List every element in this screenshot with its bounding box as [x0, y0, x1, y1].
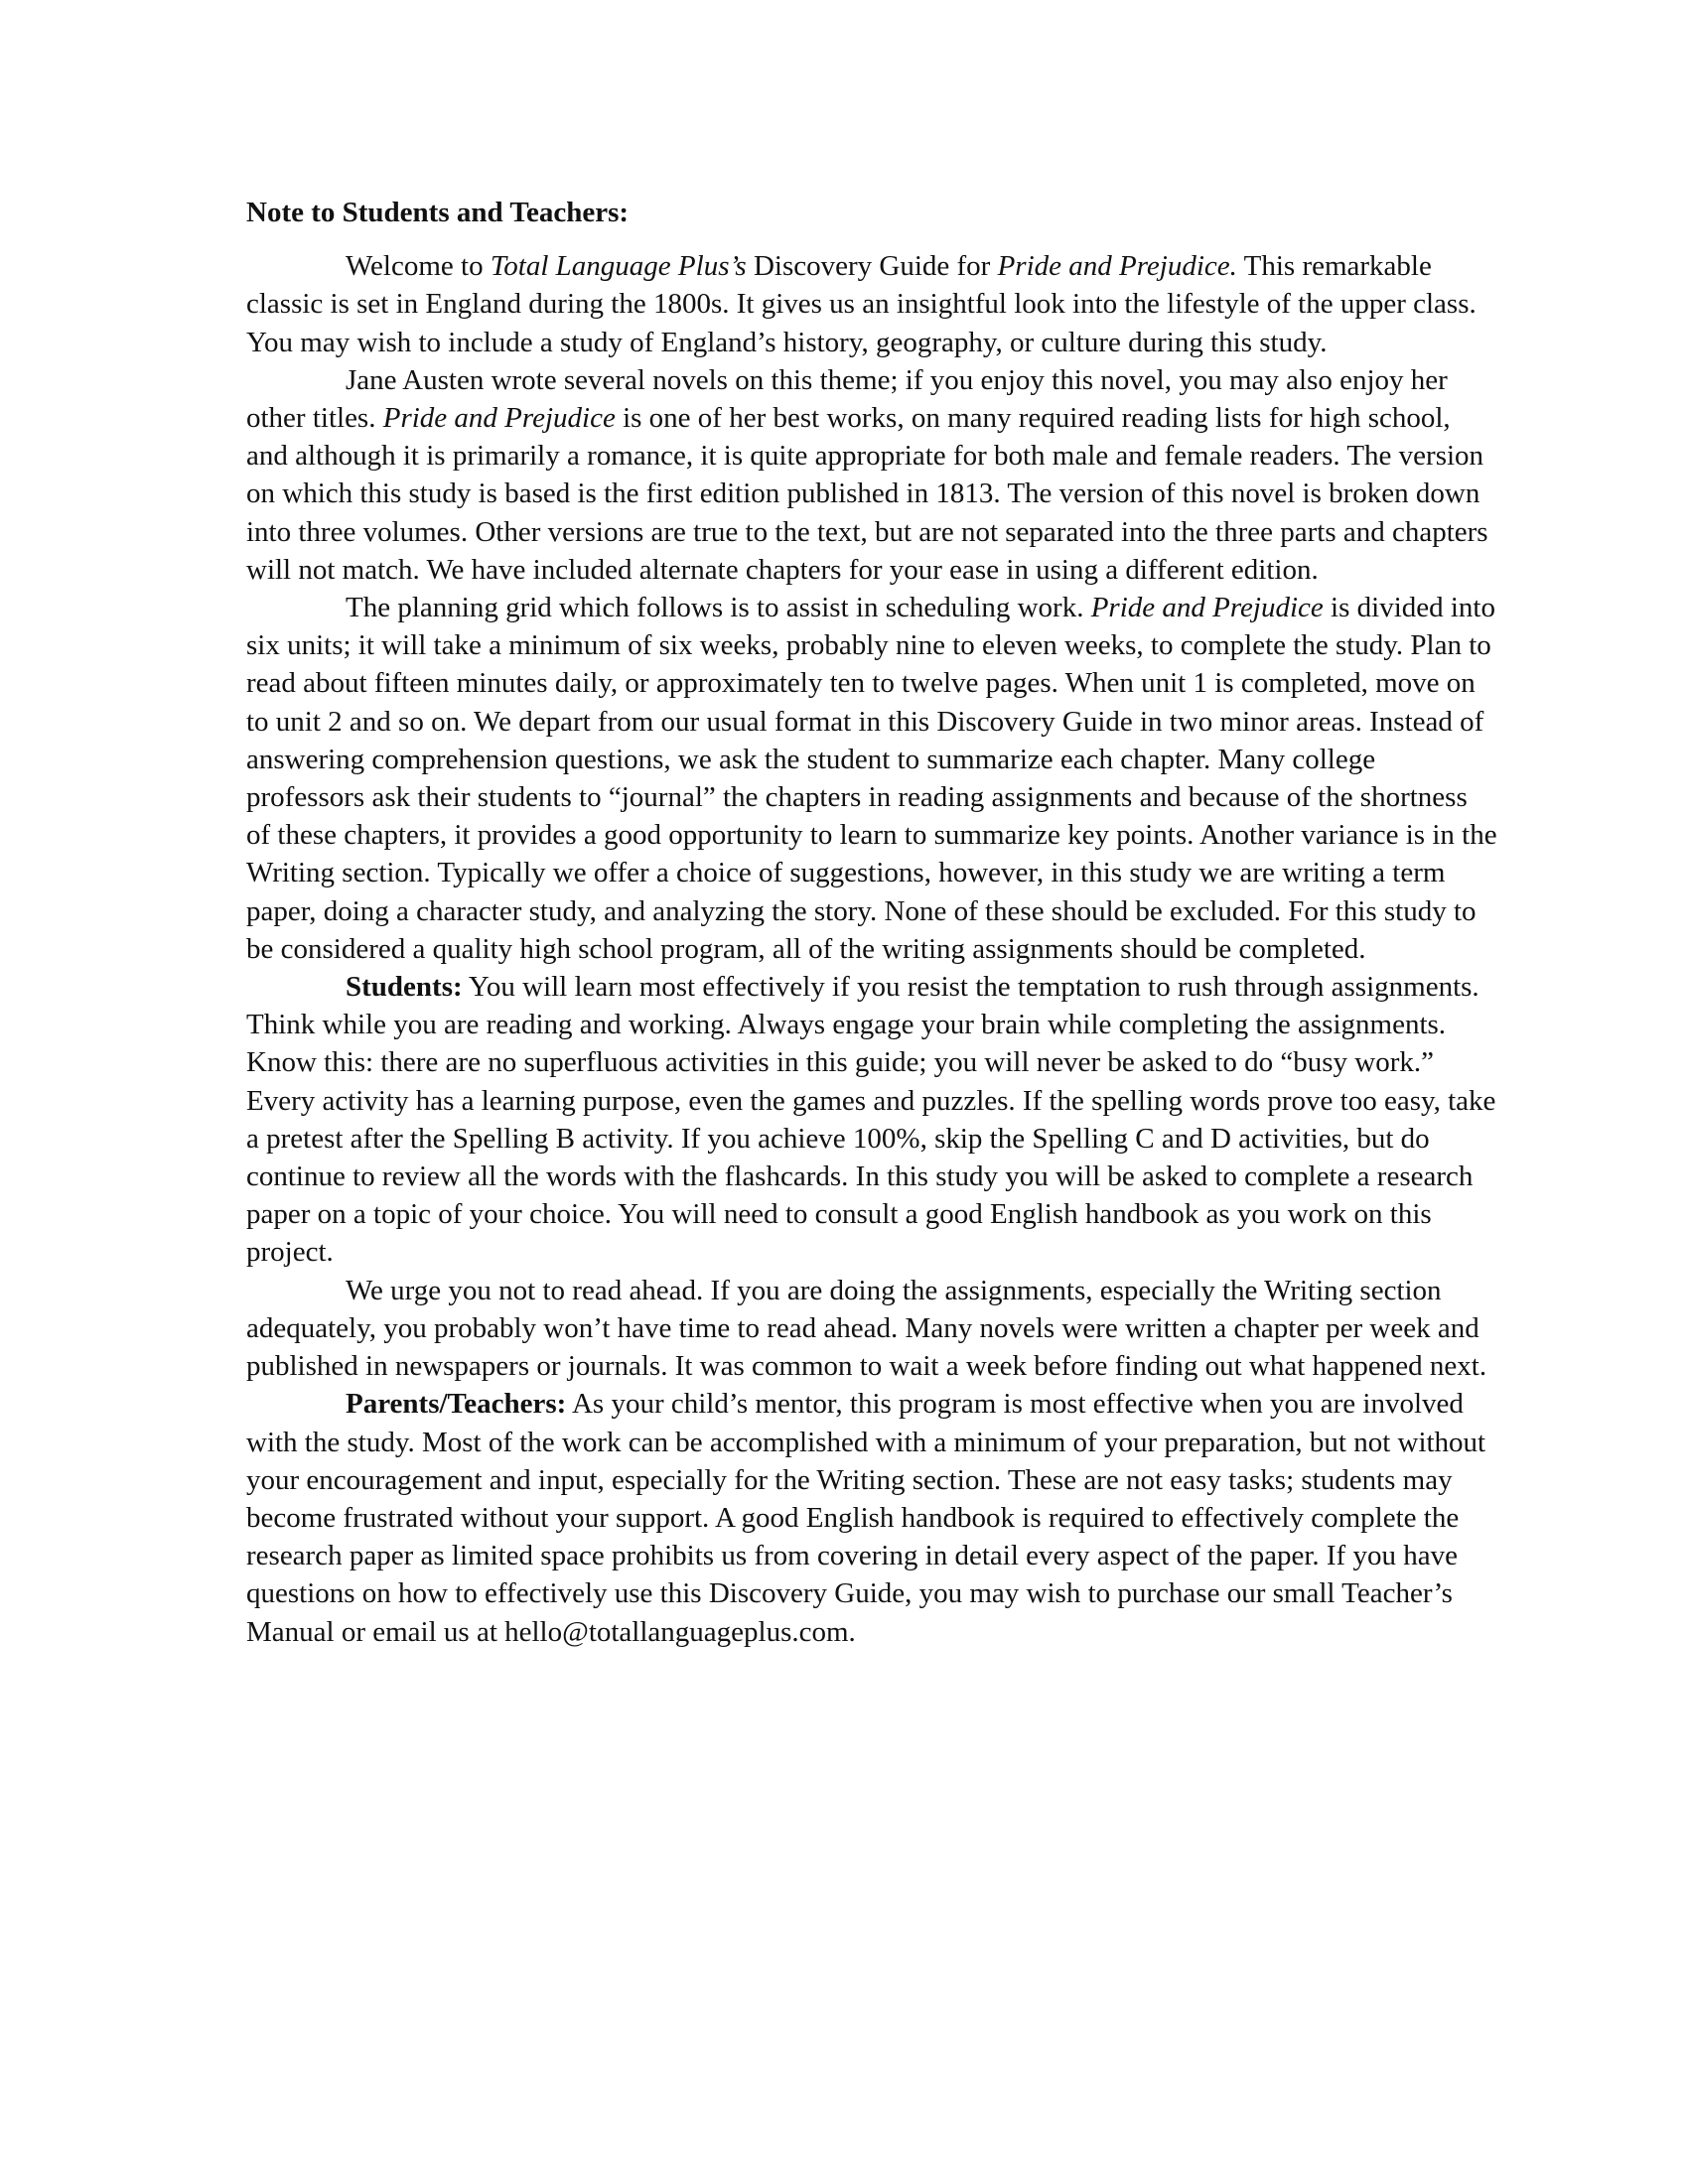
- text-run: The planning grid which follows is to assist in scheduling work.: [346, 592, 1091, 624]
- italic-title: Pride and Prejudice: [382, 402, 616, 435]
- text-run: Discovery Guide for: [746, 250, 998, 283]
- text-run: Jane Austen wrote several novels on this theme; if you enjoy this novel, you may also enjoy her other titles.: [246, 363, 1448, 435]
- italic-title: Pride and Prejudice.: [997, 250, 1237, 283]
- text-run: You will learn most effectively if you resist the temptation to rush through assignments. Think while you are reading and working. Always engage your brain while completing the assignments. Know this: there are no superfluous activities in this guide; you will never be asked to do “busy work.” Every activity has a learning purpose, even the games and puzzles. If the spelling words prove too easy, take a pretest after the Spelling B activity. If you achieve 100%, skip the Spelling C and D activities, but do continue to review all the words with the flashcards. In this study you will be asked to complete a research paper on a topic of your choice. You will need to consult a good English handbook as you work on this project.: [246, 971, 1496, 1269]
- paragraph-planning: [246, 589, 1497, 968]
- paragraph-austen: [246, 361, 1497, 589]
- paragraph-students: [246, 968, 1497, 1272]
- paragraph-welcome: [246, 247, 1497, 361]
- text-run: We urge you not to read ahead. If you are doing the assignments, especially the Writing section adequately, you probably won’t have time to read ahead. Many novels were written a chapter per week and published in newspapers or journals. It was common to wait a week before finding out what happened next.: [246, 1274, 1487, 1383]
- text-run: is divided into six units; it will take a minimum of six weeks, probably nine to eleven weeks, to complete the study. Plan to read about fifteen minutes daily, or approximately ten to twelve pages. When unit 1 is completed, move on to unit 2 and so on. We depart from our usual format in this Discovery Guide in two minor areas. Instead of answering comprehension questions, we ask the student to summarize each chapter. Many college professors ask their students to “journal” the chapters in reading assignments and because of the shortness of these chapters, it provides a good opportunity to learn to summarize key points. Another variance is in the Writing section. Typically we offer a choice of suggestions, however, in this study we are writing a term paper, doing a character study, and analyzing the story. None of these should be excluded. For this study to be considered a quality high school program, all of the writing assignments should be completed.: [246, 592, 1497, 965]
- paragraph-read-ahead: [246, 1272, 1497, 1386]
- italic-title: Total Language Plus’s: [490, 250, 747, 283]
- italic-title: Pride and Prejudice: [1090, 592, 1324, 624]
- document-page: [246, 194, 1497, 1651]
- text-run: Welcome to: [346, 250, 491, 283]
- page-heading: Note to Students and Teachers:: [246, 197, 630, 228]
- text-run: is one of her best works, on many required reading lists for high school, and although it is primarily a romance, it is quite appropriate for both male and female readers. The version on which this study is based is the first edition published in 1813. The version of this novel is broken down into three volumes. Other versions are true to the text, but are not separated into the three parts and chapters will not match. We have included alternate chapters for your ease in using a different edition.: [246, 402, 1488, 586]
- lead-label-parents: Parents/Teachers:: [346, 1388, 567, 1421]
- text-run: As your child’s mentor, this program is most effective when you are involved with the study. Most of the work can be accomplished with a minimum of your preparation, but not without your encouragement and input, especially for the Writing section. These are not easy tasks; students may become frustrated without your support. A good English handbook is required to effectively complete the research paper as limited space prohibits us from covering in detail every aspect of the paper. If you have questions on how to effectively use this Discovery Guide, you may wish to purchase our small Teacher’s Manual or email us at hello@totallanguageplus.com.: [246, 1388, 1486, 1648]
- lead-label-students: Students:: [346, 971, 463, 1004]
- paragraph-parents: [246, 1385, 1497, 1650]
- text-run: This remarkable classic is set in England during the 1800s. It gives us an insightful look into the lifestyle of the upper class. You may wish to include a study of England’s history, geography, or culture during this study.: [246, 250, 1477, 358]
